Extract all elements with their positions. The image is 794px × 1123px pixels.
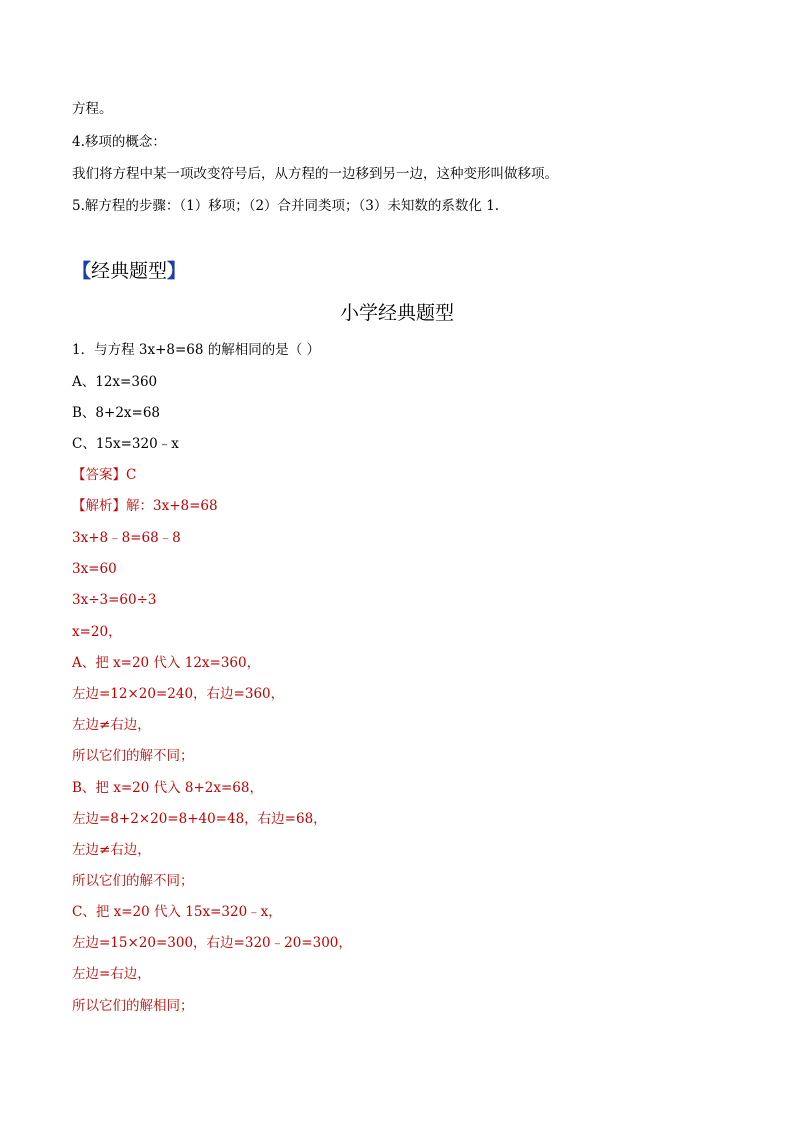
analysis-line-16: 所以它们的解相同； [72,998,194,1014]
answer-line [72,466,136,484]
analysis-line-6: 左边=12×20=240，右边=360， [72,686,285,702]
option-a: A、12x=360 [72,374,158,390]
analysis-line-1: 3x+8﹣8=68﹣8 [72,530,181,546]
section-label: 经典题型 [91,260,168,282]
intro-line-4: 5.解方程的步骤：（1）移项；（2）合并同类项；（3）未知数的系数化 1. [72,198,500,214]
option-c: C、15x=320﹣x [72,436,179,452]
analysis-first: 解：3x+8=68 [126,498,218,514]
answer-tag: 【答案】 [72,467,126,483]
analysis-line-5: A、把 x=20 代入 12x=360， [72,655,261,671]
analysis-line-10: 左边=8+2×20=8+40=48，右边=68， [72,811,327,827]
section-title: 小学经典题型 [339,302,454,324]
analysis-line-12: 所以它们的解不同； [72,873,194,889]
section-bracket-close: 】 [167,260,187,282]
section-heading [72,258,186,284]
analysis-line-15: 左边=右边， [72,966,151,982]
analysis-first-line [72,497,218,515]
analysis-line-2: 3x=60 [72,561,117,577]
analysis-line-13: C、把 x=20 代入 15x=320﹣x， [72,904,282,920]
analysis-tag: 【解析】 [72,498,126,514]
analysis-line-7: 左边≠右边， [72,717,151,733]
intro-line-3: 我们将方程中某一项改变符号后，从方程的一边移到另一边，这种变形叫做移项。 [72,166,558,182]
intro-line-2: 4.移项的概念： [72,134,166,150]
option-b: B、8+2x=68 [72,405,161,421]
intro-line-1: 方程。 [72,101,113,117]
analysis-line-14: 左边=15×20=300，右边=320﹣20=300， [72,935,352,951]
analysis-line-9: B、把 x=20 代入 8+2x=68， [72,780,263,796]
section-bracket-open: 【 [72,260,92,282]
analysis-line-4: x=20， [72,624,122,640]
analysis-line-11: 左边≠右边， [72,842,151,858]
question-stem: 1．与方程 3x+8=68 的解相同的是（ ） [72,342,321,358]
analysis-line-8: 所以它们的解不同； [72,748,194,764]
answer-value: C [126,467,137,483]
analysis-line-3: 3x÷3=60÷3 [72,592,157,608]
